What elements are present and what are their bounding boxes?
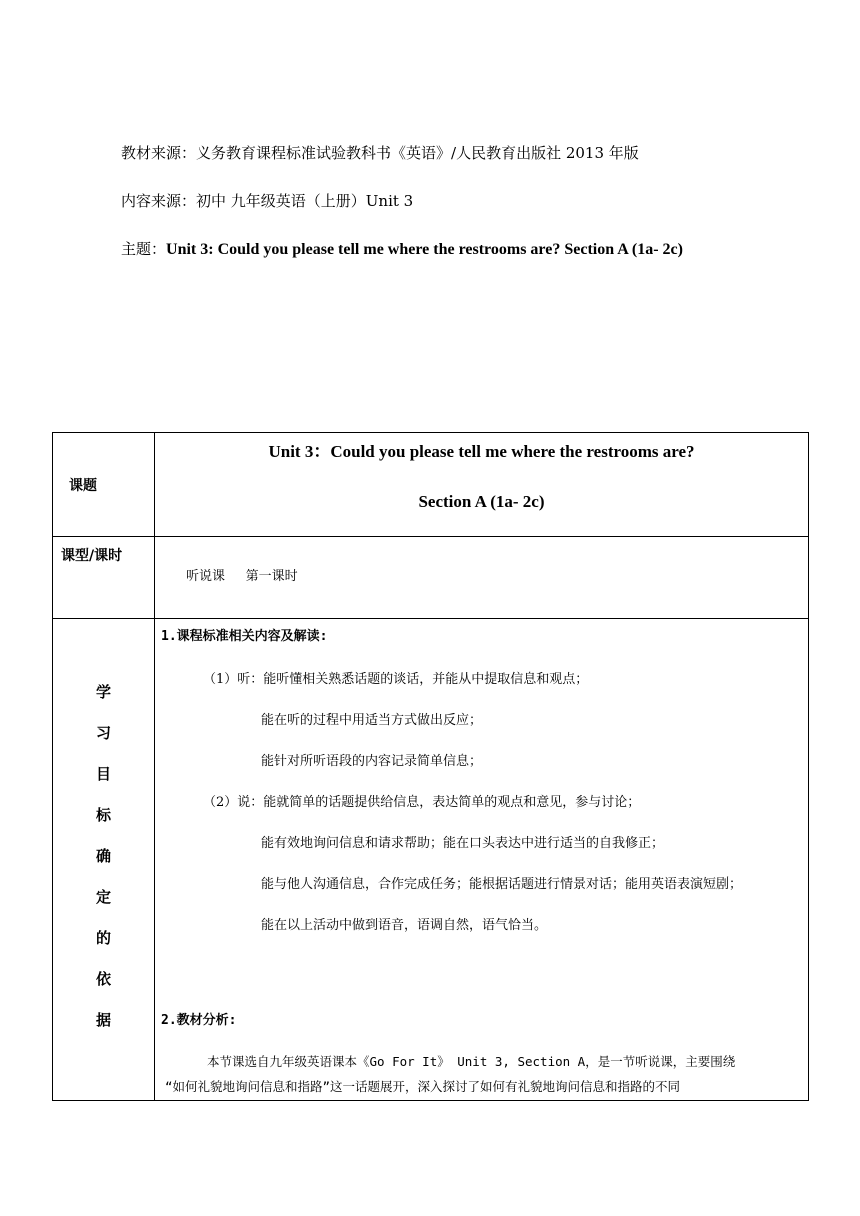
title-label: 课题: [69, 477, 97, 494]
cell-goals-content: [155, 619, 809, 1101]
cell-title-label: [53, 433, 155, 537]
goals-char: 习: [95, 724, 111, 742]
lesson-title-line1: Unit 3：Could you please tell me where the restrooms are?: [268, 442, 695, 461]
type-value: 听说课 第一课时: [186, 569, 298, 584]
analysis-line-1: 本节课选自九年级英语课本《Go For It》 Unit 3, Section A，是一节听说课，主要围绕: [207, 1054, 736, 1069]
topic-label: 主题：: [121, 240, 167, 258]
section2-title: 2.教材分析:: [161, 1013, 237, 1028]
goals-char: 定: [95, 888, 111, 906]
listen-item-3: 能针对所听语段的内容记录简单信息；: [261, 754, 483, 769]
goals-char: 标: [95, 806, 111, 824]
goals-char: 的: [95, 929, 111, 947]
cell-title-value: [155, 433, 809, 537]
type-label: 课型/课时: [61, 548, 123, 564]
speak-item-2: 能有效地询问信息和请求帮助；能在口头表达中进行适当的自我修正；: [261, 836, 665, 851]
goals-char: 依: [95, 970, 111, 988]
speak-head: （2）说：能就简单的话题提供给信息，表达简单的观点和意见，参与讨论；: [203, 795, 641, 810]
topic-line: [121, 238, 683, 259]
listen-item-2: 能在听的过程中用适当方式做出反应；: [261, 713, 483, 728]
listen-head: （1）听：能听懂相关熟悉话题的谈话，并能从中提取信息和观点；: [203, 672, 589, 687]
lesson-title-line2: Section A (1a- 2c): [418, 492, 545, 511]
content-source-value: 初中 九年级英语（上册）Unit 3: [196, 192, 414, 210]
cell-goals-label: [53, 619, 155, 1101]
section1-title: 1.课程标准相关内容及解读:: [161, 629, 328, 644]
topic-value: Unit 3: Could you please tell me where the restrooms are? Section A (1a- 2c): [166, 241, 683, 258]
goals-content: [155, 619, 808, 1099]
goals-char: 目: [95, 765, 111, 783]
textbook-source-value: 义务教育课程标准试验教科书《英语》/人民教育出版社 2013 年版: [196, 144, 639, 162]
row-lesson-title: [53, 433, 809, 537]
lesson-table: [52, 432, 809, 1101]
goals-char: 据: [95, 1011, 111, 1029]
goals-vertical-label: [53, 619, 154, 1050]
speak-item-4: 能在以上活动中做到语音，语调自然，语气恰当。: [261, 918, 548, 933]
content-source-label: 内容来源：: [121, 192, 197, 210]
content-source-line: [121, 190, 413, 211]
analysis-line-2: “如何礼貌地询问信息和指路”这一话题展开，深入探讨了如何有礼貌地询问信息和指路的不同: [165, 1079, 681, 1094]
speak-item-3: 能与他人沟通信息，合作完成任务；能根据话题进行情景对话；能用英语表演短剧；: [261, 877, 743, 892]
cell-type-label: [53, 537, 155, 619]
textbook-source-label: 教材来源：: [121, 144, 197, 162]
cell-type-value: [155, 537, 809, 619]
row-learning-goals: [53, 619, 809, 1101]
goals-char: 确: [95, 847, 111, 865]
row-lesson-type: [53, 537, 809, 619]
textbook-source-line: [121, 142, 639, 163]
goals-char: 学: [95, 683, 111, 701]
